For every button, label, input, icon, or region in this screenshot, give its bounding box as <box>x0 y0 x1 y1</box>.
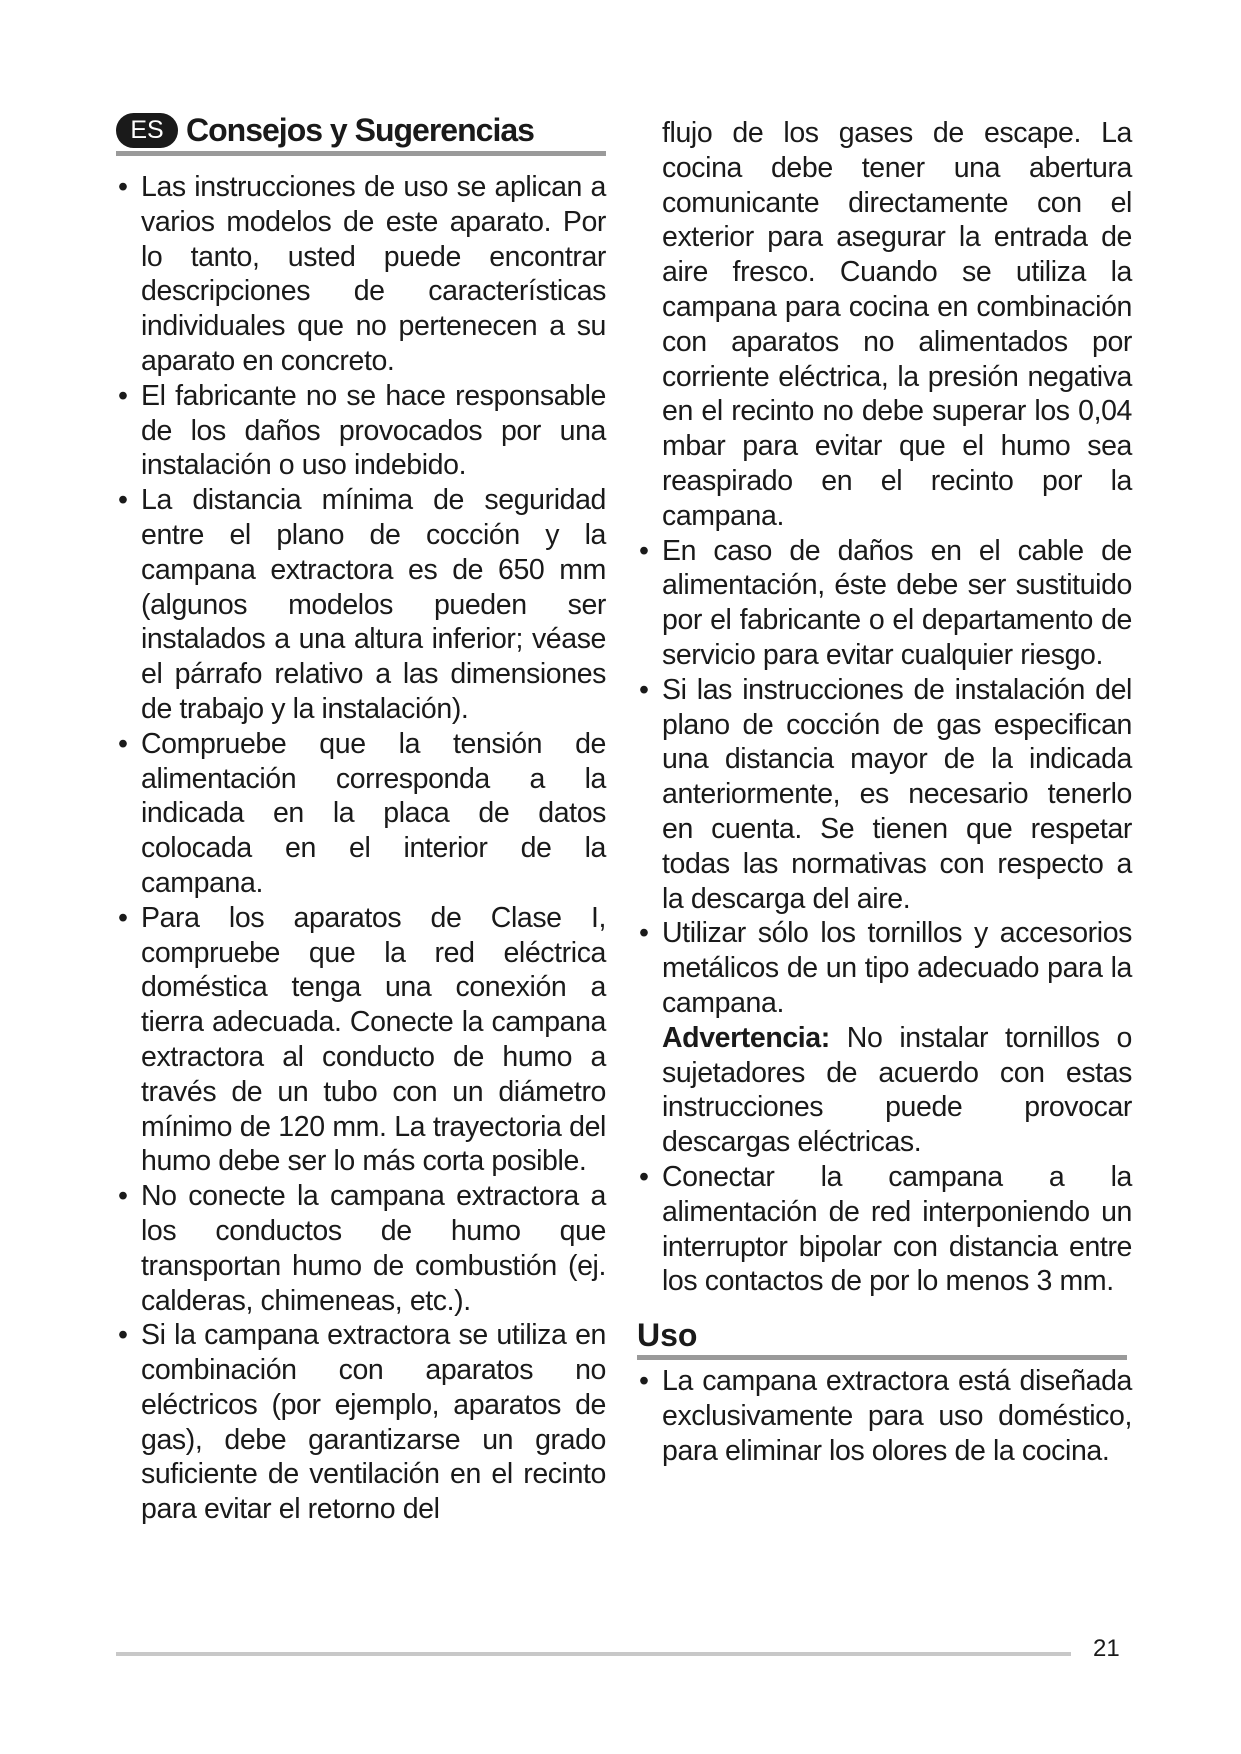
tip-item: • En caso de daños en el cable de alimentación, éste debe ser sustituido por el fabricante o el departamento de servicio para evitar cualquier riesgo. <box>637 534 1132 673</box>
language-badge: ES <box>116 113 178 148</box>
tip-item: • Si la campana extractora se utiliza en combinación con aparatos no eléctricos (por ejemplo, aparatos de gas), debe garantizarse un grado suficiente de ventilación en el recinto para evitar el retorno del <box>116 1318 606 1527</box>
warning-text: No instalar tornillos o sujetadores de acuerdo con estas instrucciones puede provocar descargas eléctricas. <box>662 1021 1132 1159</box>
section-title: Consejos y Sugerencias <box>186 112 534 148</box>
footer-divider <box>116 1652 1071 1656</box>
tip-item: • Utilizar sólo los tornillos y accesorios metálicos de un tipo adecuado para la campana. <box>637 916 1132 1020</box>
page-number: 21 <box>1093 1635 1120 1662</box>
tip-item: • Para los aparatos de Clase I, compruebe que la red eléctrica doméstica tenga una conexión a tierra adecuada. Conecte la campana extractora al conducto de humo a través de un tubo con un diámetro mínimo de 120 mm. La trayectoria del humo debe ser lo más corta posible. <box>116 901 606 1179</box>
tip-item: • Conectar la campana a la alimentación de red interponiendo un interruptor bipolar con distancia entre los contactos de por lo menos 3 mm. <box>637 1160 1132 1299</box>
tip-item: • Si las instrucciones de instalación del plano de cocción de gas especifican una distancia mayor de la indicada anteriormente, es necesario tenerlo en cuenta. Se tienen que respetar todas las normativas con respecto a la descarga del aire. <box>637 673 1132 917</box>
continued-paragraph: flujo de los gases de escape. La cocina debe tener una abertura comunicante directamente con el exterior para asegurar la entrada de aire fresco. Cuando se utiliza la campana para cocina en combinación con aparatos no alimentados por corriente eléctrica, la presión negativa en el recinto no debe superar los 0,04 mbar para evitar que el humo sea reaspirado en el recinto por la campana. <box>662 117 1132 532</box>
warning-label: Advertencia: <box>662 1021 830 1054</box>
tip-item: • Las instrucciones de uso se aplican a varios modelos de este aparato. Por lo tanto, usted puede encontrar descripciones de características individuales que no pertenecen a su aparato en concreto. <box>116 170 606 379</box>
tip-item: • La distancia mínima de seguridad entre el plano de cocción y la campana extractora es de 650 mm (algunos modelos pueden ser instalados a una altura inferior; véase el párrafo relativo a las dimensiones de trabajo y la instalación). <box>116 483 606 727</box>
tip-item: • El fabricante no se hace responsable de los daños provocados por una instalación o uso indebido. <box>116 379 606 483</box>
warning-paragraph <box>637 1021 1132 1160</box>
right-column <box>637 116 1132 1468</box>
left-column <box>116 112 606 1527</box>
uso-item: • La campana extractora está diseñada exclusivamente para uso doméstico, para eliminar los olores de la cocina. <box>637 1364 1132 1468</box>
uso-heading: Uso <box>637 1317 1127 1360</box>
section-heading <box>116 112 606 156</box>
tip-item: • No conecte la campana extractora a los conductos de humo que transportan humo de combustión (ej. calderas, chimeneas, etc.). <box>116 1179 606 1318</box>
tip-item: • Compruebe que la tensión de alimentación corresponda a la indicada en la placa de datos colocada en el interior de la campana. <box>116 727 606 901</box>
